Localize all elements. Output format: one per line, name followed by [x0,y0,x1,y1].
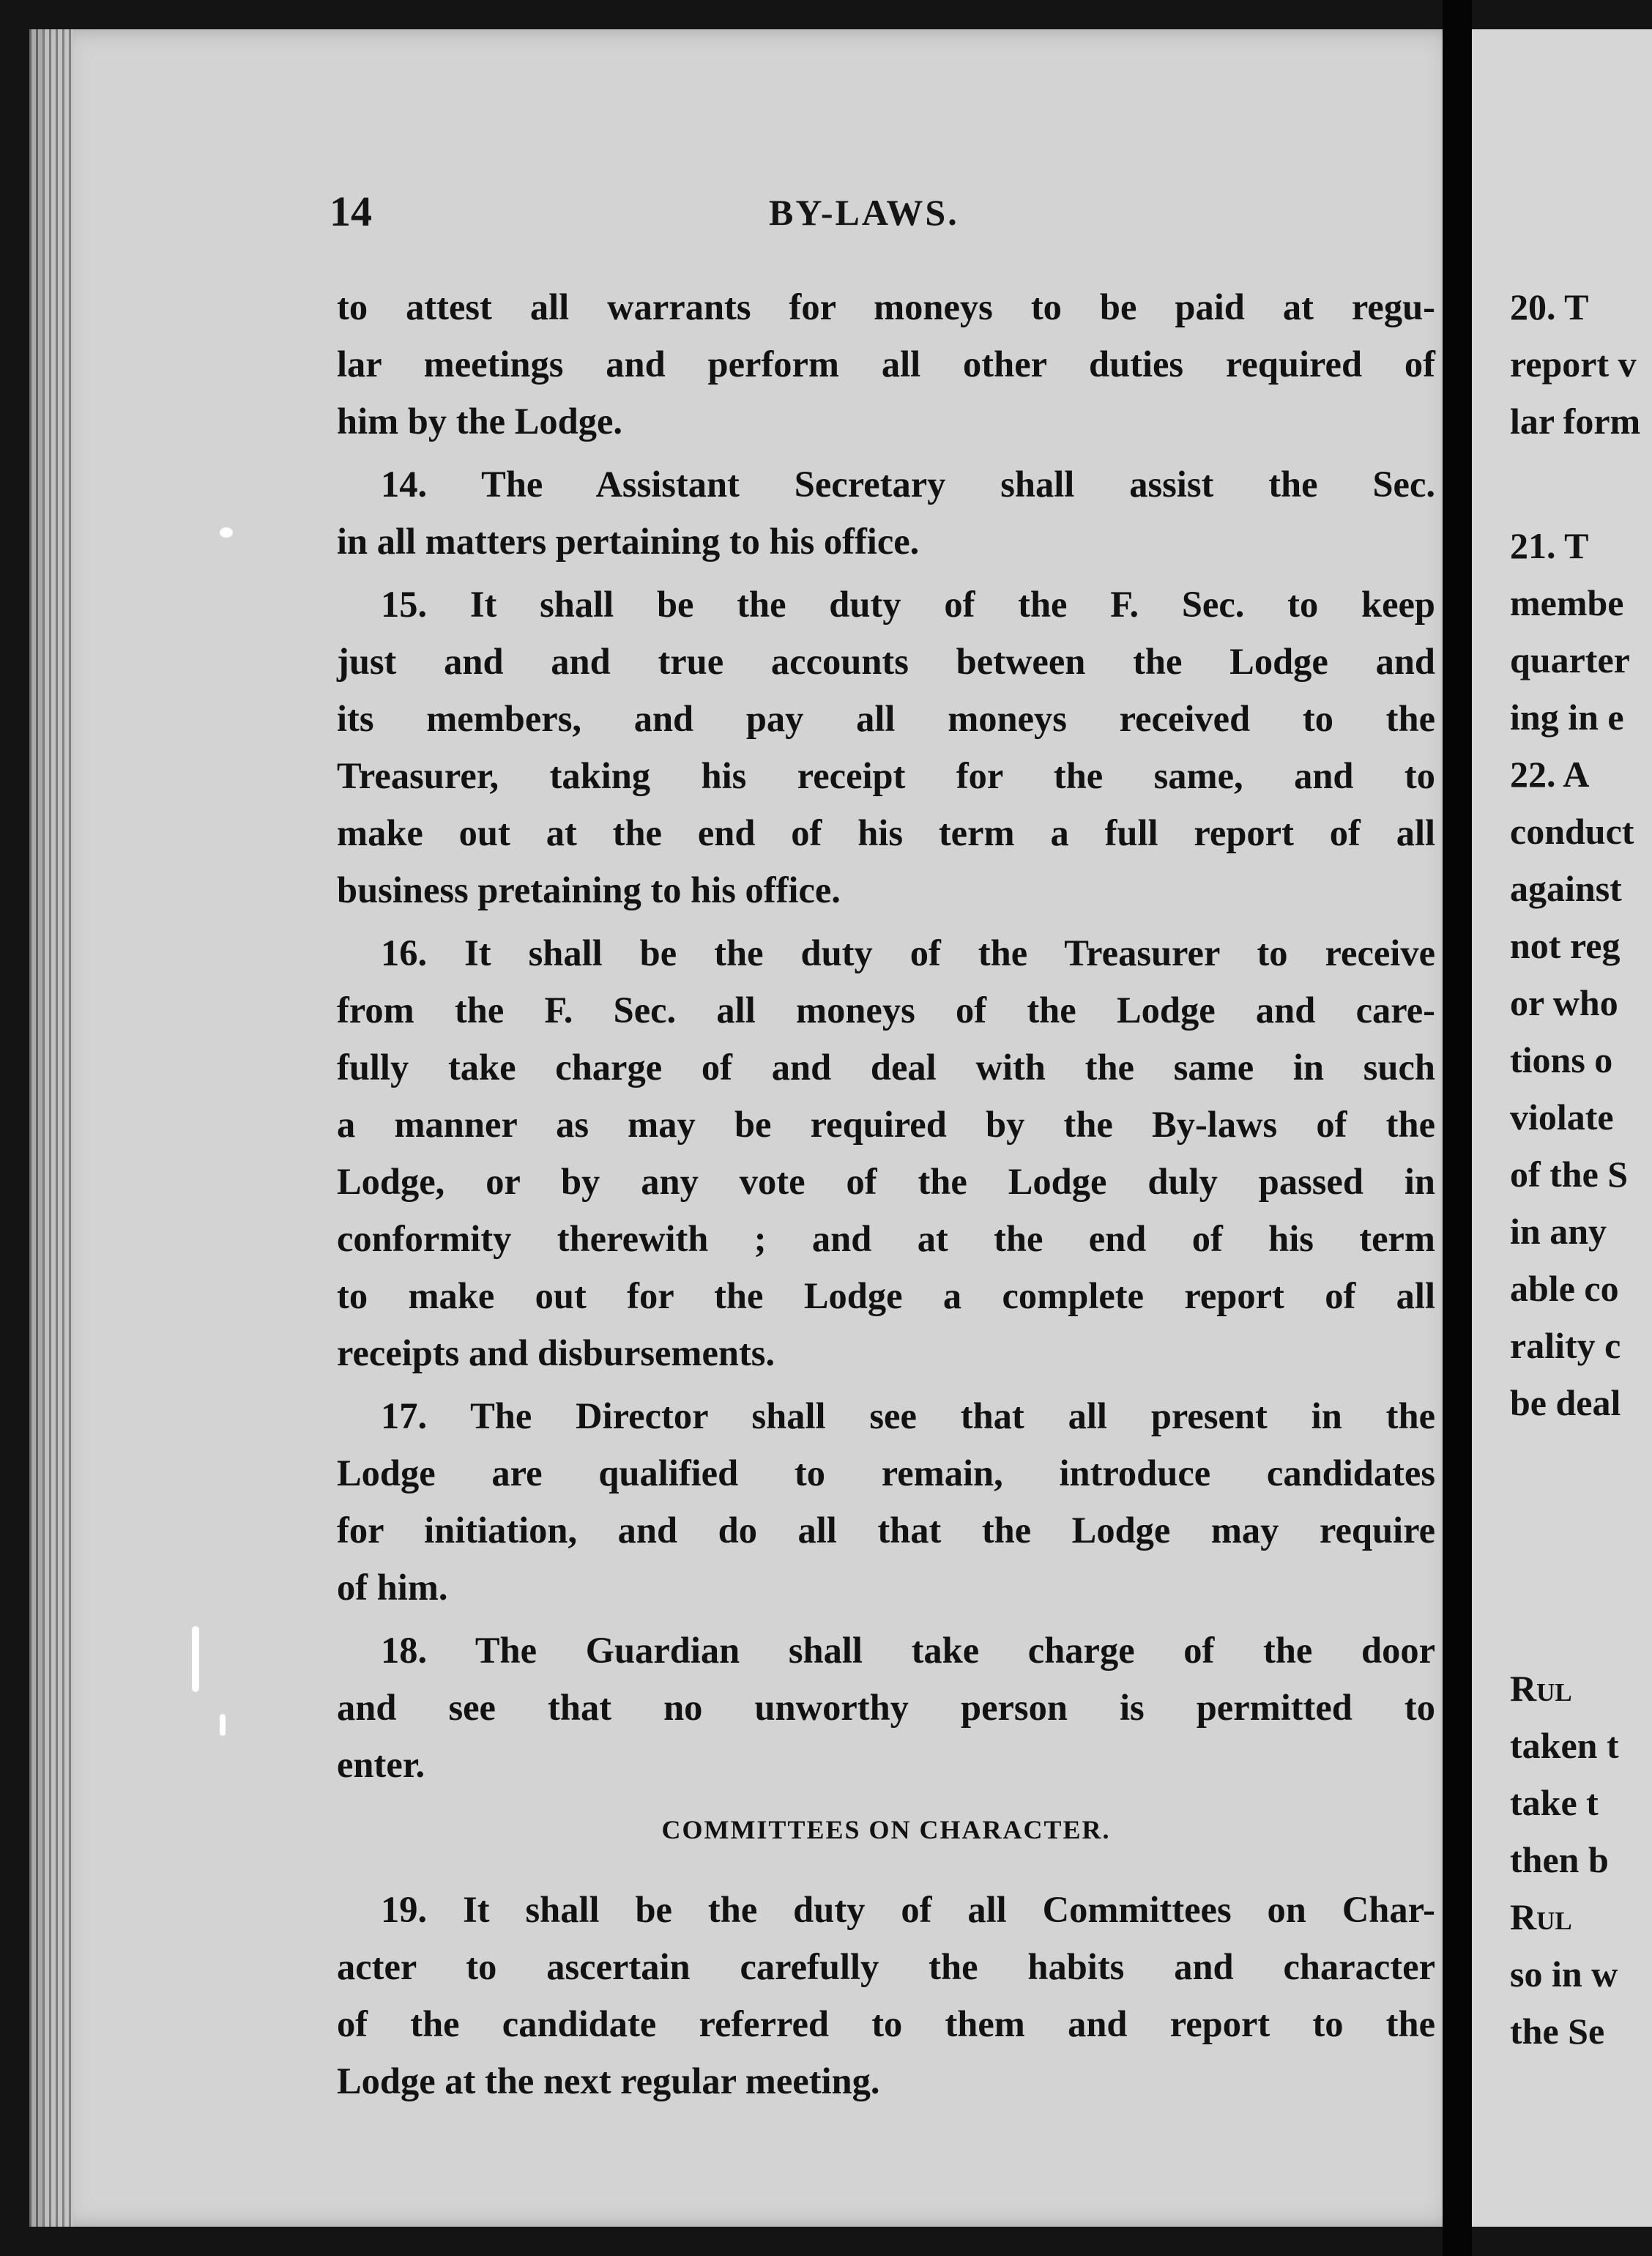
page-header [330,187,1428,245]
text-line: 15. It shall be the duty of the F. Sec. to keep [381,584,1435,625]
text-line: fully take charge of and deal with the same in such [337,1047,1435,1088]
text-line: Lodge, or by any vote of the Lodge duly passed in [337,1161,1435,1202]
right-line: able co [1510,1268,1619,1309]
text-line: of him. [337,1567,448,1608]
paragraph-17 [337,1387,1435,1616]
paragraph-15 [337,576,1435,919]
text-line: just and and true accounts between the Lodge and [337,641,1435,682]
right-line: or who [1510,982,1618,1023]
scan-speck [220,1714,226,1736]
scan-speck [192,1626,199,1692]
text-line: to make out for the Lodge a complete report of all [337,1275,1435,1316]
text-line: conformity therewith ; and at the end of his term [337,1218,1435,1259]
text-line: receipts and disbursements. [337,1332,775,1373]
right-line: of the S [1510,1154,1629,1195]
right-line: 21. T [1510,525,1589,566]
right-line: so in w [1510,1953,1618,1995]
paragraph-14 [337,456,1435,570]
paragraph-13-continued [337,278,1435,450]
right-line: quarter [1510,639,1630,680]
right-line: Rul [1510,1896,1572,1937]
right-line: rality c [1510,1325,1621,1366]
text-line: business pretaining to his office. [337,869,841,910]
right-line: violate [1510,1097,1614,1138]
text-line: Lodge at the next regular meeting. [337,2060,880,2101]
left-page-body [337,278,1435,2115]
right-line: 22. A [1510,754,1590,795]
right-line: tions o [1510,1039,1613,1080]
right-line: Rul [1510,1668,1572,1709]
text-line: 16. It shall be the duty of the Treasurer to receive [381,932,1435,973]
text-line: and see that no unworthy person is permitted to [337,1687,1435,1728]
text-line: a manner as may be required by the By-laws of the [337,1104,1435,1145]
paragraph-19 [337,1881,1435,2110]
book-gutter [1443,0,1472,2256]
text-line: 17. The Director shall see that all present in the [381,1395,1435,1436]
right-line: ing in e [1510,697,1624,738]
page-edges [29,29,73,2227]
text-line: acter to ascertain carefully the habits and character [337,1946,1435,1987]
right-line: conduct [1510,811,1634,852]
right-line: in any [1510,1211,1607,1252]
right-page-text [1510,278,1652,2060]
text-line: Treasurer, taking his receipt for the same, and to [337,755,1435,796]
text-line: to attest all warrants for moneys to be paid at regu- [337,286,1435,327]
page-number: 14 [330,188,372,235]
right-line: taken t [1510,1725,1619,1766]
text-line: him by the Lodge. [337,401,623,442]
right-line: report v [1510,344,1637,385]
text-line: lar meetings and perform all other duties required of [337,344,1435,385]
right-line: be deal [1510,1382,1621,1423]
scan-speck [220,527,233,538]
paragraph-18 [337,1622,1435,1793]
section-heading: COMMITTEES ON CHARACTER. [661,1815,1111,1844]
text-line: 14. The Assistant Secretary shall assist the Sec. [381,464,1435,505]
text-line: Lodge are qualified to remain, introduce candidates [337,1452,1435,1494]
text-line: from the F. Sec. all moneys of the Lodge and care- [337,990,1435,1031]
text-line: make out at the end of his term a full report of all [337,812,1435,853]
right-line: take t [1510,1782,1599,1823]
text-line: in all matters pertaining to his office. [337,521,920,562]
text-line: for initiation, and do all that the Lodge may require [337,1510,1435,1551]
right-line: lar form [1510,401,1641,442]
paragraph-16 [337,924,1435,1381]
text-line: enter. [337,1744,425,1785]
right-line: membe [1510,582,1624,623]
right-line: not reg [1510,925,1621,966]
right-line: the Se [1510,2011,1605,2052]
text-line: its members, and pay all moneys received to the [337,698,1435,739]
right-line: then b [1510,1839,1609,1880]
right-line: 20. T [1510,286,1589,327]
text-line: 19. It shall be the duty of all Committees on Char- [381,1889,1435,1930]
right-line: against [1510,868,1622,909]
text-line: 18. The Guardian shall take charge of the door [381,1630,1435,1671]
running-head: BY-LAWS. [769,192,959,233]
text-line: of the candidate referred to them and report to the [337,2003,1435,2044]
right-page [1472,29,1652,2227]
